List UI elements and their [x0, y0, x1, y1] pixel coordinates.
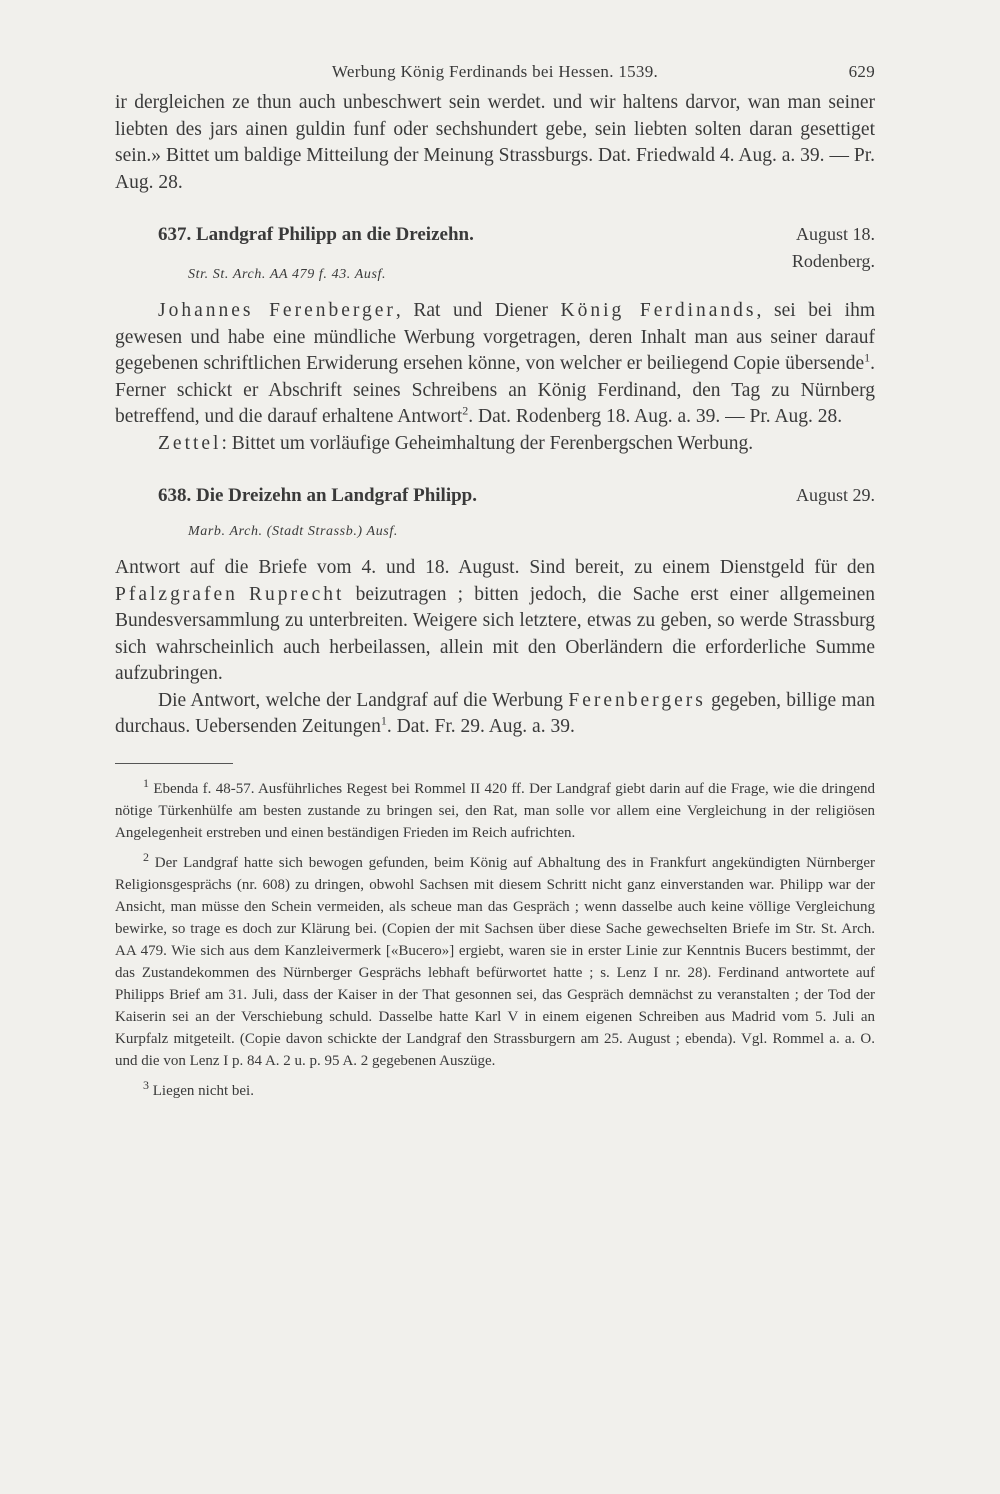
text-span: , sei bei ihm gewesen und habe eine mündliche Werbung vorgetragen, deren Inhalt man aus seiner darauf gegebenen schriftlichen Erwiderung ersehen könne, von welcher er beiliegend Copie übersende — [115, 300, 875, 374]
ruprecht-name: Ruprecht — [249, 583, 345, 605]
entry-637-paragraph-2 — [115, 431, 875, 458]
running-head-title: Werbung König Ferdinands bei Hessen. 1539. — [331, 62, 659, 81]
king-name: König Ferdinands — [560, 300, 757, 321]
entry-637-paragraph-1 — [115, 298, 875, 431]
text-span: gegeben, billige man durchaus. Uebersenden Zeitungen — [115, 689, 875, 737]
footnote-text: Ebenda f. 48-57. Ausführliches Regest bei Rommel II 420 ff. Der Landgraf giebt darin auf die Frage, wie die dringend nötige Türkenhülfe am besten zustande zu bringen sei, den Rat, man solle vor allem eine Vergleichung in der religiösen Angelegenheit erstreben und einen beständigen Frieden im Reich aufrichten. — [115, 780, 875, 841]
text-span: . Ferner schickt er Abschrift seines Schreibens an König Ferdinand, den Tag zu Nürnberg betreffend, und die darauf erhaltene Antwort — [115, 353, 875, 427]
footnote-divider — [115, 763, 233, 764]
person-name: Johannes Ferenberger — [158, 300, 396, 321]
page-content — [115, 62, 875, 1102]
pfalzgraf-name: Pfalzgrafen — [115, 583, 238, 605]
entry-638-source: Marb. Arch. (Stadt Strassb.) Ausf. — [188, 524, 398, 539]
footnote-number: 2 — [143, 849, 149, 864]
footnote-ref-1: 1 — [864, 350, 871, 365]
zettel-label: Zettel — [158, 432, 222, 454]
intro-paragraph: ir dergleichen ze thun auch unbeschwert sein werdet. und wir haltens darvor, wan man seiner liebten des jars ainen guldin funf oder sechshundert gebe, sein liebten solten daran gesettiget sein.» Bittet um baldige Mitteilung der Meinung Strassburgs. Dat. Friedwald 4. Aug. a. 39. — Pr. Aug. 28. — [115, 92, 875, 193]
footnote-text: Liegen nicht bei. — [149, 1082, 254, 1099]
entry-637 — [115, 224, 875, 457]
entry-637-source: Str. St. Arch. AA 479 f. 43. Ausf. — [188, 267, 387, 282]
footnote-1 — [115, 775, 875, 844]
entry-638-date: August 29. — [795, 485, 875, 505]
text-span: Antwort auf die Briefe vom 4. und 18. August. Sind bereit, zu einem Dienstgeld für den — [115, 557, 875, 578]
footnote-number: 1 — [143, 775, 149, 790]
text-span: : Bittet um vorläufige Geheimhaltung der Ferenbergschen Werbung. — [221, 432, 754, 454]
text-span: . Dat. Rodenberg 18. Aug. a. 39. — Pr. Aug. 28. — [468, 406, 843, 427]
ferenberger-name: Ferenbergers — [568, 689, 706, 711]
text-span: . Dat. Fr. 29. Aug. a. 39. — [386, 716, 575, 737]
footnotes — [115, 775, 875, 1102]
entry-638-header — [115, 485, 875, 511]
footnote-ref-1: 1 — [380, 713, 387, 728]
footnote-2 — [115, 849, 875, 1072]
entry-637-place: Rodenberg. — [791, 251, 875, 271]
entry-637-date: August 18. — [795, 224, 875, 244]
entry-637-header — [115, 224, 875, 250]
page-number: 629 — [848, 62, 875, 81]
entry-637-title: 637. Landgraf Philipp an die Dreizehn. — [158, 224, 474, 245]
running-head — [115, 62, 875, 90]
entry-638-title: 638. Die Dreizehn an Landgraf Philipp. — [158, 485, 477, 506]
footnote-text: Der Landgraf hatte sich bewogen gefunden, beim König auf Abhaltung des in Frankfurt angekündigten Nürnberger Religionsgesprächs (nr. 608) zu dringen, obwohl Sachsen mit diesem Schritt nicht ganz einverstanden war. Philipp war der Ansicht, man müsse den Schein vermeiden, als scheue man das Gespräch ; wenn dasselbe auch keine völlige Vergleichung bewirke, so trage es doch zur Klärung bei. (Copien der mit Sachsen über diese Sache gewechselten Briefe im Str. St. Arch. AA 479. Wie sich aus dem Kanzleivermerk [«Bucero»] ergiebt, waren sie in erster Linie zur Kenntnis Bucers bestimmt, der das Zustandekommen des Nürnberger Gesprächs lebhaft befürwortet hatte ; s. Lenz I nr. 28). Ferdinand antwortete auf Philipps Brief am 31. Juli, dass der Kaiser in der That gesonnen sei, das Gespräch demnächst zu veranstalten ; der Tod der Kaiserin sei an der Verschiebung schuld. Dasselbe hatte Karl V in einem eigenen Schreiben aus Madrid vom 5. Juli an Kurpfalz mitgeteilt. (Copie davon schickte der Landgraf den Strassburgern am 25. August ; ebenda). Vgl. Rommel a. a. O. und die von Lenz I p. 84 A. 2 u. p. 95 A. 2 gegebenen Auszüge. — [115, 854, 875, 1069]
entry-637-body — [115, 298, 875, 457]
entry-638-body — [115, 555, 875, 741]
intro-section — [115, 90, 875, 196]
text-span: Die Antwort, welche der Landgraf auf die Werbung — [158, 689, 569, 711]
entry-638 — [115, 485, 875, 741]
text-span: , Rat und Diener — [395, 300, 561, 321]
entry-638-paragraph-2 — [115, 688, 875, 741]
footnote-ref-2: 2 — [462, 403, 469, 418]
text-span: beizutragen ; bitten jedoch, die Sache erst einer allgemeinen Bundesversammlung zu unterbreiten. Weigere sich letztere, etwas zu geben, so werde Strassburg sich wahrscheinlich auch herbeilassen, allein mit den Oberländern die erforderliche Summe aufzubringen. — [115, 583, 875, 684]
footnote-3 — [115, 1077, 875, 1102]
entry-638-paragraph-1 — [115, 555, 875, 688]
footnote-number: 3 — [143, 1077, 149, 1092]
